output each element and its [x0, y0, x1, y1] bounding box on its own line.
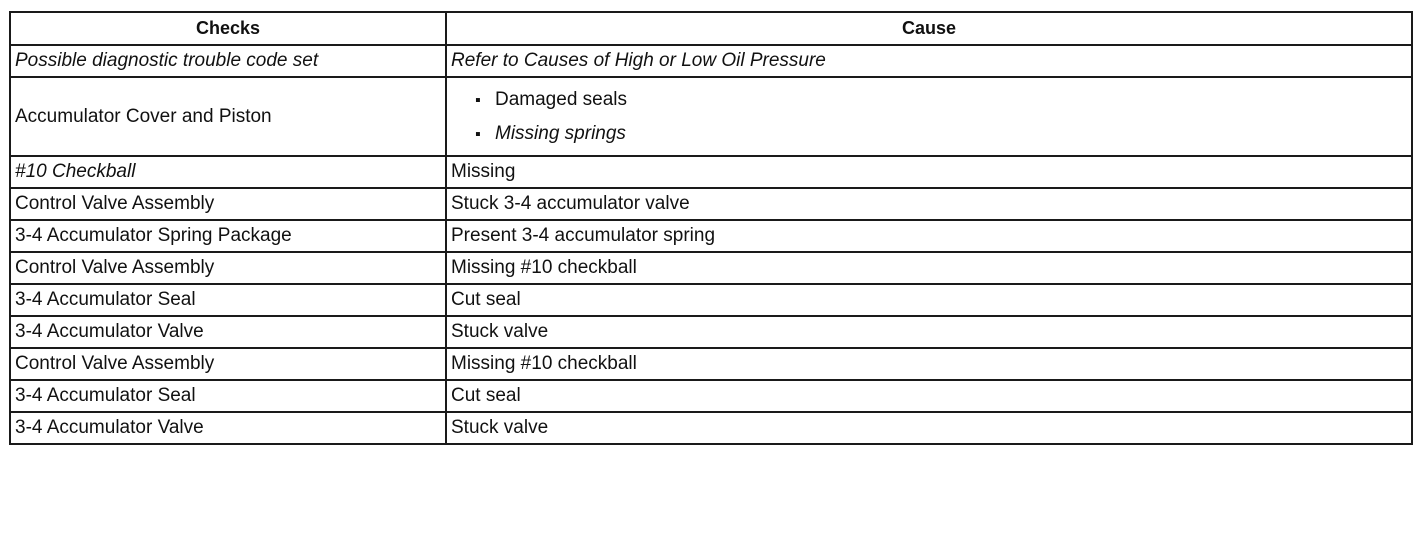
check-cell: 3-4 Accumulator Valve	[10, 412, 446, 444]
check-cell: #10 Checkball	[10, 156, 446, 188]
header-checks: Checks	[10, 12, 446, 45]
table-row	[10, 252, 1412, 284]
check-cell: 3-4 Accumulator Valve	[10, 316, 446, 348]
check-cell: Control Valve Assembly	[10, 252, 446, 284]
cause-bullet-list	[451, 83, 1411, 151]
check-cell: Possible diagnostic trouble code set	[10, 45, 446, 77]
cause-cell: Cut seal	[446, 380, 1412, 412]
cause-bullet-item	[475, 117, 1411, 151]
cause-cell: Present 3-4 accumulator spring	[446, 220, 1412, 252]
diagnostic-table	[9, 11, 1413, 445]
check-cell: Control Valve Assembly	[10, 188, 446, 220]
cause-cell: Missing	[446, 156, 1412, 188]
bullet-text: Damaged seals	[495, 88, 628, 110]
check-cell: Accumulator Cover and Piston	[10, 77, 446, 156]
cause-cell: Cut seal	[446, 284, 1412, 316]
cause-cell: Missing #10 checkball	[446, 348, 1412, 380]
bullet-icon: ▪	[475, 91, 481, 109]
cause-cell: Missing #10 checkball	[446, 252, 1412, 284]
cause-cell	[446, 77, 1412, 156]
table-row	[10, 156, 1412, 188]
bullet-icon: ▪	[475, 125, 481, 143]
table-row	[10, 188, 1412, 220]
cause-cell: Stuck valve	[446, 412, 1412, 444]
check-cell: Control Valve Assembly	[10, 348, 446, 380]
cause-cell: Stuck valve	[446, 316, 1412, 348]
cause-cell: Refer to Causes of High or Low Oil Pressure	[446, 45, 1412, 77]
table-row	[10, 316, 1412, 348]
check-cell: 3-4 Accumulator Seal	[10, 380, 446, 412]
bullet-text: Missing springs	[495, 122, 626, 144]
table-row	[10, 77, 1412, 156]
cause-cell: Stuck 3-4 accumulator valve	[446, 188, 1412, 220]
table-row	[10, 45, 1412, 77]
check-cell: 3-4 Accumulator Seal	[10, 284, 446, 316]
table-header-row	[10, 12, 1412, 45]
table-row	[10, 220, 1412, 252]
table-row	[10, 412, 1412, 444]
table-row	[10, 348, 1412, 380]
header-cause: Cause	[446, 12, 1412, 45]
table-row	[10, 380, 1412, 412]
table-row	[10, 284, 1412, 316]
cause-bullet-item	[475, 83, 1411, 117]
check-cell: 3-4 Accumulator Spring Package	[10, 220, 446, 252]
